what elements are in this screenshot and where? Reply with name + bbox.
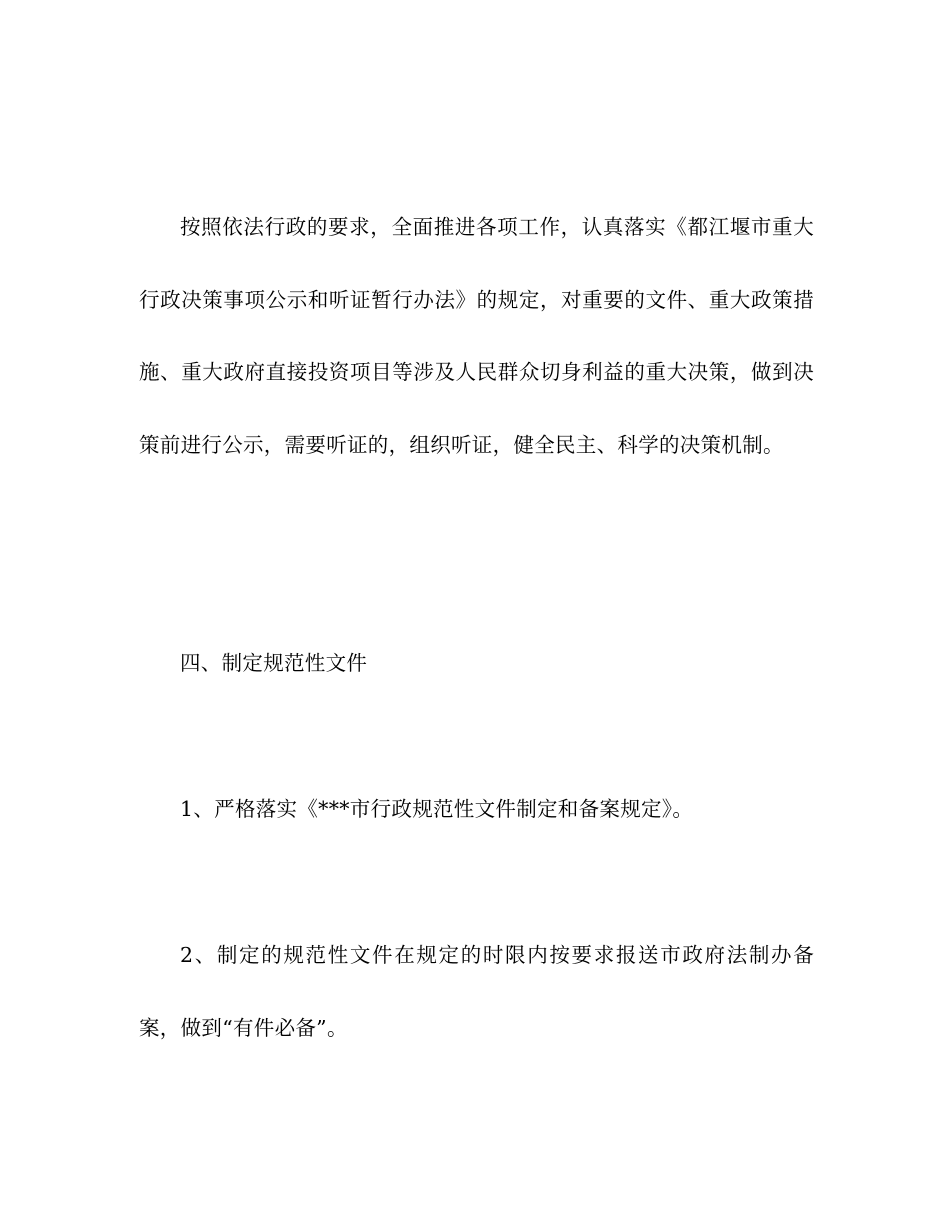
section-heading-normative-documents: 四、制定规范性文件 <box>180 651 368 675</box>
list-item-1: 1、严格落实《***市行政规范性文件制定和备案规定》。 <box>180 797 694 821</box>
body-paragraph-decision-publicity: 按照依法行政的要求，全面推进各项工作，认真落实《都江堰市重大行政决策事项公示和听证暂行办法》的规定，对重要的文件、重大政策措施、重大政府直接投资项目等涉及人民群众切身利益的重大决策，做到决策前进行公示，需要听证的，组织听证，健全民主、科学的决策机制。 <box>139 215 814 457</box>
list-item-2: 2、制定的规范性文件在规定的时限内按要求报送市政府法制办备案，做到“有件必备”。 <box>139 943 814 1040</box>
